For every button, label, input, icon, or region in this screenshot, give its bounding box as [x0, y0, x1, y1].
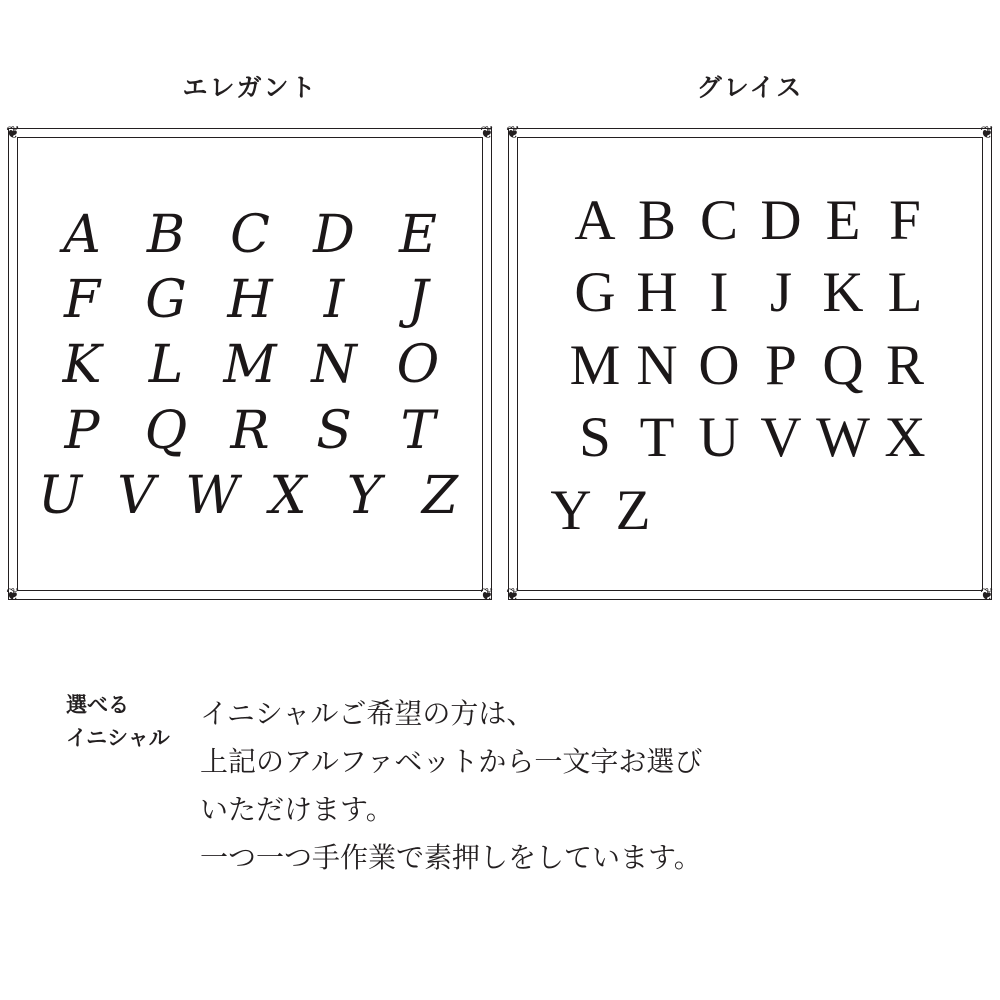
letter-glyph[interactable]: P — [64, 400, 100, 461]
letter-glyph[interactable]: K — [62, 335, 102, 396]
letter-glyph[interactable]: A — [63, 204, 101, 265]
alphabet-panel-elegant — [5, 123, 495, 604]
letter-glyph[interactable]: W — [816, 406, 870, 470]
caption-label-line2: イニシャル — [66, 726, 170, 750]
corner-ornament-icon: ❦ — [979, 123, 995, 142]
letter-glyph[interactable]: H — [636, 261, 678, 325]
letter-glyph[interactable]: V — [117, 466, 155, 527]
letter-glyph[interactable]: Y — [550, 478, 592, 542]
letter-glyph[interactable]: O — [698, 333, 740, 397]
letter-glyph[interactable]: J — [769, 261, 793, 325]
letter-glyph[interactable]: F — [63, 269, 101, 330]
letter-row — [522, 185, 978, 257]
letter-glyph[interactable]: R — [885, 333, 925, 397]
corner-ornament-icon: ❦ — [505, 123, 521, 142]
letter-glyph[interactable]: I — [709, 261, 729, 325]
corner-ornament-icon: ❦ — [5, 585, 21, 604]
caption-line: イニシャルご希望の方は、 — [200, 698, 535, 729]
caption-label-line1: 選べる — [66, 694, 129, 717]
letter-glyph[interactable]: T — [639, 406, 675, 470]
letter-glyph[interactable]: E — [825, 189, 861, 253]
panel-title-elegant: エレガント — [182, 74, 318, 102]
letter-row — [22, 270, 478, 331]
letter-glyph[interactable]: Z — [421, 466, 459, 527]
letter-glyph[interactable]: B — [637, 189, 677, 253]
letter-glyph[interactable]: I — [323, 269, 345, 330]
letter-glyph[interactable]: T — [400, 400, 436, 461]
letter-glyph[interactable]: Q — [144, 400, 188, 461]
letter-grid-grace — [522, 148, 978, 584]
letter-glyph[interactable]: Q — [822, 333, 864, 397]
letter-glyph[interactable]: U — [698, 406, 740, 470]
letter-row — [522, 330, 978, 402]
letter-row — [522, 402, 978, 474]
letter-glyph[interactable]: W — [185, 466, 239, 527]
letter-glyph[interactable]: C — [699, 189, 739, 253]
letter-glyph[interactable]: N — [311, 335, 357, 396]
panel-titles — [0, 68, 1000, 104]
letter-glyph[interactable]: L — [148, 335, 184, 396]
letter-glyph[interactable]: Z — [615, 478, 651, 542]
letter-glyph[interactable]: X — [269, 466, 307, 527]
letter-grid-elegant — [22, 148, 478, 584]
letter-row — [522, 257, 978, 329]
letter-glyph[interactable]: A — [574, 189, 616, 253]
caption-line: いただけます。 — [200, 794, 394, 826]
letter-glyph[interactable]: R — [230, 400, 270, 461]
letter-glyph[interactable]: B — [146, 204, 186, 265]
caption-body — [200, 690, 1000, 883]
letter-row — [22, 335, 478, 396]
letter-row — [22, 466, 478, 527]
letter-glyph[interactable]: X — [884, 406, 926, 470]
letter-glyph[interactable]: C — [230, 204, 270, 265]
letter-glyph[interactable]: V — [760, 406, 802, 470]
letter-glyph[interactable]: G — [145, 269, 187, 330]
corner-ornament-icon: ❦ — [479, 585, 495, 604]
panel-title-grace: グレイス — [696, 74, 804, 102]
letter-glyph[interactable]: S — [316, 400, 352, 461]
letter-row — [522, 475, 978, 547]
caption-label — [0, 690, 200, 755]
letter-glyph[interactable]: P — [765, 333, 797, 397]
letter-glyph[interactable]: F — [889, 189, 921, 253]
letter-glyph[interactable]: S — [579, 406, 611, 470]
letter-glyph[interactable]: M — [223, 335, 277, 396]
corner-ornament-icon: ❦ — [5, 123, 21, 142]
letter-glyph[interactable]: N — [636, 333, 678, 397]
letter-glyph[interactable]: M — [569, 333, 621, 397]
letter-row — [22, 401, 478, 462]
corner-ornament-icon: ❦ — [479, 123, 495, 142]
letter-glyph[interactable]: U — [38, 466, 82, 527]
letter-glyph[interactable]: K — [822, 261, 864, 325]
letter-glyph[interactable]: E — [399, 204, 437, 265]
letter-glyph[interactable]: D — [760, 189, 802, 253]
corner-ornament-icon: ❦ — [505, 585, 521, 604]
letter-row — [22, 205, 478, 266]
letter-glyph[interactable]: Y — [346, 466, 382, 527]
alphabet-panel-grace — [505, 123, 995, 604]
letter-glyph[interactable]: J — [407, 269, 429, 330]
corner-ornament-icon: ❦ — [979, 585, 995, 604]
alphabet-panels — [5, 123, 995, 604]
caption-block — [0, 690, 1000, 883]
letter-glyph[interactable]: O — [396, 335, 440, 396]
letter-glyph[interactable]: H — [227, 269, 273, 330]
letter-glyph[interactable]: G — [574, 261, 616, 325]
caption-line: 上記のアルファベットから一文字お選び — [200, 746, 703, 778]
letter-glyph[interactable]: D — [313, 204, 355, 265]
letter-glyph[interactable]: L — [887, 261, 923, 325]
caption-line: 一つ一つ手作業で素押しをしています。 — [200, 842, 702, 874]
